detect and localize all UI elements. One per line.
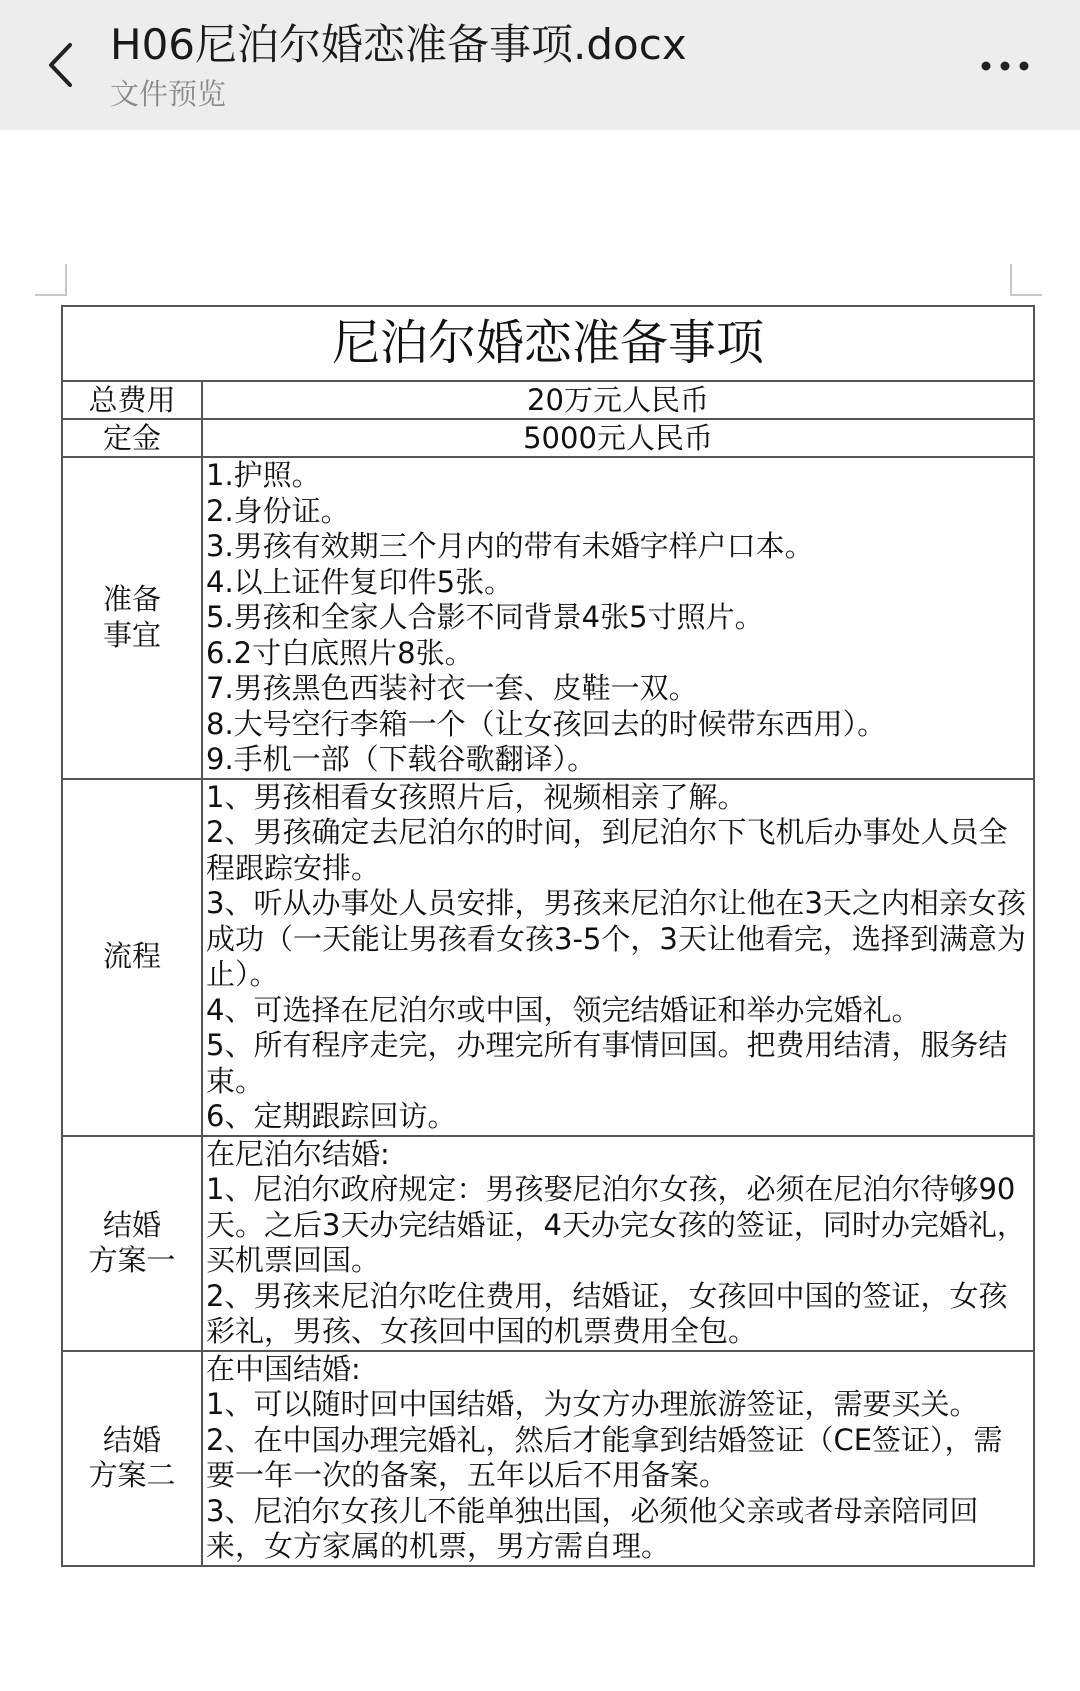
plan-two-label-line: 结婚 xyxy=(102,1422,161,1457)
preparation-label-line: 准备 xyxy=(102,582,161,617)
plan-one-row xyxy=(62,1136,1034,1351)
plan-one-content xyxy=(202,1136,1034,1351)
title-row xyxy=(62,306,1034,381)
preparation-row xyxy=(62,457,1034,779)
list-item: 1.护照。 xyxy=(206,458,321,492)
document-title: 尼泊尔婚恋准备事项 xyxy=(62,306,1034,381)
list-item: 3、听从办事处人员安排，男孩来尼泊尔让他在3天之内相亲女孩成功（一天能让男孩看女孩3-5个，3天让他看完，选择到满意为止）。 xyxy=(206,886,1026,991)
list-item: 3、尼泊尔女孩儿不能单独出国，必须他父亲或者母亲陪同回来，女方家属的机票，男方需自理。 xyxy=(206,1493,979,1563)
total-cost-row xyxy=(62,381,1034,419)
list-item: 1、男孩相看女孩照片后，视频相亲了解。 xyxy=(206,779,747,814)
list-item: 在中国结婚: xyxy=(206,1351,361,1386)
list-item: 4.以上证件复印件5张。 xyxy=(206,564,514,599)
deposit-label: 定金 xyxy=(62,419,202,457)
page-corner-mark-left xyxy=(35,264,67,296)
document-table xyxy=(61,305,1035,1567)
plan-two-row xyxy=(62,1351,1034,1566)
top-bar xyxy=(0,0,1080,130)
plan-two-label xyxy=(62,1351,202,1566)
deposit-row xyxy=(62,419,1034,457)
preparation-label-line: 事宜 xyxy=(102,617,161,652)
list-item: 6.2寸白底照片8张。 xyxy=(206,635,474,670)
more-dots-icon xyxy=(980,60,1030,72)
total-cost-value: 20万元人民币 xyxy=(202,381,1034,419)
chevron-left-icon xyxy=(45,41,75,89)
list-item: 9.手机一部（下载谷歌翻译）。 xyxy=(206,742,597,776)
process-content xyxy=(202,779,1034,1136)
list-item: 4、可选择在尼泊尔或中国，领完结婚证和举办完婚礼。 xyxy=(206,992,921,1027)
list-item: 3.男孩有效期三个月内的带有未婚字样户口本。 xyxy=(206,529,814,563)
deposit-value: 5000元人民币 xyxy=(202,419,1034,457)
plan-one-label xyxy=(62,1136,202,1351)
plan-two-label-line: 方案二 xyxy=(88,1458,176,1492)
total-cost-label: 总费用 xyxy=(62,381,202,419)
back-button[interactable] xyxy=(30,30,90,100)
list-item: 5.男孩和全家人合影不同背景4张5寸照片。 xyxy=(206,600,764,634)
list-item: 8.大号空行李箱一个（让女孩回去的时候带东西用）。 xyxy=(206,706,887,741)
list-item: 5、所有程序走完，办理完所有事情回国。把费用结清，服务结束。 xyxy=(206,1028,1008,1098)
file-title: H06尼泊尔婚恋准备事项.docx xyxy=(110,20,687,69)
list-item: 1、尼泊尔政府规定：男孩娶尼泊尔女孩，必须在尼泊尔待够90天。之后3天办完结婚证，4天办完女孩的签证，同时办完婚礼，买机票回国。 xyxy=(206,1172,1026,1277)
more-options-button[interactable] xyxy=(965,36,1045,96)
plan-one-label-line: 方案一 xyxy=(88,1243,176,1277)
plan-one-label-line: 结婚 xyxy=(102,1207,161,1242)
list-item: 2、男孩来尼泊尔吃住费用，结婚证，女孩回中国的签证，女孩彩礼，男孩、女孩回中国的机票费用全包。 xyxy=(206,1278,1008,1348)
list-item: 在尼泊尔结婚: xyxy=(206,1136,390,1171)
list-item: 2.身份证。 xyxy=(206,493,350,528)
list-item: 1、可以随时回中国结婚，为女方办理旅游签证，需要买关。 xyxy=(206,1387,979,1421)
page-corner-mark-right xyxy=(1010,264,1042,296)
plan-two-content xyxy=(202,1351,1034,1566)
list-item: 2、男孩确定去尼泊尔的时间，到尼泊尔下飞机后办事处人员全程跟踪安排。 xyxy=(206,815,1008,885)
preparation-content xyxy=(202,457,1034,779)
file-subtitle: 文件预览 xyxy=(110,77,227,111)
process-label: 流程 xyxy=(62,779,202,1136)
list-item: 7.男孩黑色西装衬衣一套、皮鞋一双。 xyxy=(206,671,698,705)
title-area xyxy=(110,18,970,114)
process-row xyxy=(62,779,1034,1136)
preparation-label xyxy=(62,457,202,779)
list-item: 6、定期跟踪回访。 xyxy=(206,1099,457,1133)
list-item: 2、在中国办理完婚礼，然后才能拿到结婚签证（CE签证），需要一年一次的备案，五年以后不用备案。 xyxy=(206,1422,1003,1492)
